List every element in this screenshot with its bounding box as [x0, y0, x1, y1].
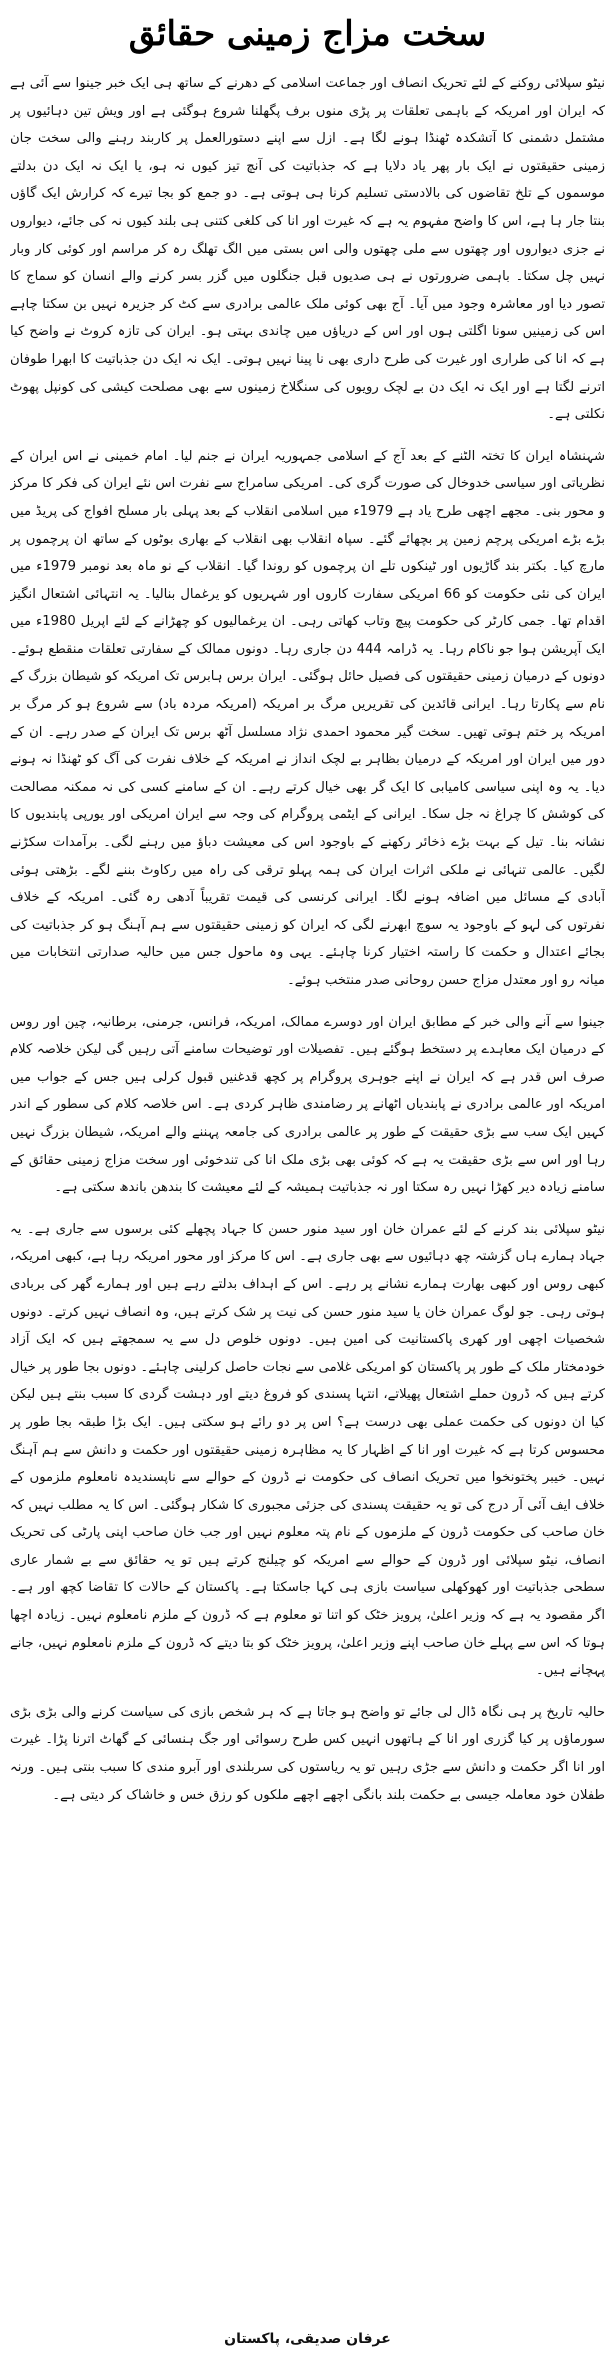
paragraph-1: نیٹو سپلائی روکنے کے لئے تحریک انصاف اور جماعت اسلامی کے دھرنے کے ساتھ ہی ایک خبر جینوا سے آئی ہے کہ ایران اور امریکہ کے باہمی تعلقات پر پڑی منوں برف پگھلنا شروع ہوگئی ہے اور ویش تین دہائیوں پر مشتمل دشمنی کا آتشکدہ ٹھنڈا ہونے لگا ہے۔ ازل سے اپنے دستورالعمل پر کاربند رہنے والی سخت جان زمینی حقیقتوں نے ایک بار پھر یاد دلایا ہے کہ جذباتیت کی آنچ تیز کیوں نہ ہو، یا ایک نہ ایک دن بدلتے موسموں کے تلخ تقاضوں کی بالادستی تسلیم کرنا ہی ہوتی ہے۔ دو جمع کو بجا تیرے کہ کرارش ایک گاؤں بنتا جار ہا ہے، اس کا واضح مفہوم یہ ہے کہ غیرت اور انا کی کلغی کتنی ہی بلند کیوں نہ کی جائے، دیواروں نے جزی دیواروں اور چھتوں سے ملی چھتوں والی اس بستی میں الگ تھلگ رہ کر مراسم اور کوئی کار وبار نہیں چل سکتا۔ باہمی ضرورتوں نے ہی صدیوں قبل جنگلوں میں گزر بسر کرنے والے انسان کو سماج کا تصور دیا اور معاشرہ وجود میں آیا۔ آج بھی کوئی ملک عالمی برادری سے کٹ کر جزیرہ نہیں بن سکتا چاہے اس کی زمینیں سونا اگلتی ہوں اور اس کے دریاؤں میں چاندی بہتی ہو۔ ایران کی تازہ کروٹ نے واضح کیا ہے کہ انا کی طراری اور غیرت کی طرح داری بھی نا پینا نہیں ہوتی۔ ایک نہ ایک دن جذباتیت کا ابھرا طوفان اترنے لگتا ہے اور ایک نہ ایک دن بے لچک رویوں کی سنگلاخ زمینوں سے بھی مصلحت کیشی کی کونپل پھوٹ نکلتی ہے۔	[10, 76, 605, 423]
paragraph-3: جینوا سے آنے والی خبر کے مطابق ایران اور دوسرے ممالک، امریکہ، فرانس، جرمنی، برطانیہ، چین اور روس کے درمیان ایک معاہدے پر دستخط ہوگئے ہیں۔ تفصیلات اور توضیحات سامنے آتی رہیں گی لیکن خلاصہ کلام صرف اس قدر ہے کہ ایران نے اپنے جوہری پروگرام پر کچھ قدغنیں قبول کرلی ہیں جس کے جواب میں امریکہ اور عالمی برادری نے پابندیاں اٹھانے پر رضامندی ظاہر کردی ہے۔ اس خلاصہ کلام کی سطور کے اندر کہیں ایک سب سے بڑی حقیقت کے طور پر عالمی برادری کی جامعہ پہننے والے امریکہ، شیطان بزرگ نہیں رہا اور اس سے بڑی حقیقت یہ ہے کہ کوئی بھی بڑی ملک انا کی تندخوئی اور سخت مزاج زمینی حقائق کے سامنے زیادہ دیر کھڑا نہیں رہ سکتا اور نہ جذباتیت ہمیشہ کے لئے معیشت کا بندھن باندھ سکتی ہے۔	[10, 1014, 605, 1196]
author-signature: عرفان صدیقی، پاکستان	[224, 2331, 391, 2347]
column-title: سخت مزاج زمینی حقائق	[128, 14, 487, 54]
paragraph-5: حالیہ تاریخ پر ہی نگاہ ڈال لی جائے تو واضح ہو جاتا ہے کہ ہر شخص بازی کی سیاست کرنے والی بڑی بڑی سورماؤں پر کیا گزری اور انا کے ہاتھوں انہیں کس طرح رسوائی اور جگ ہنسائی کے گھاٹ اترنا پڑا۔ غیرت اور انا اگر حکمت و دانش سے جڑی رہیں تو یہ ریاستوں کی سربلندی اور آبرو مندی کا سبب بنتی ہیں۔ ورنہ طفلان خود معاملہ جیسی بے حکمت بلند بانگی اچھے اچھے ملکوں کو رزق خس و خاشاک کر دیتی ہے۔	[10, 1704, 605, 1803]
paragraph-4: نیٹو سپلائی بند کرنے کے لئے عمران خان اور سید منور حسن کا جہاد پچھلے کئی برسوں سے جاری ہے۔ یہ جہاد ہمارے ہاں گزشتہ چھ دہائیوں سے بھی جاری ہے۔ اس کا مرکز اور محور امریکہ رہا ہے، کبھی امریکہ، کبھی روس اور کبھی بھارت ہمارے نشانے پر رہے۔ اس کے اہداف بدلتے رہے ہیں اور ہمارے گھر کی بربادی ہوتی رہی۔ جو لوگ عمران خان یا سید منور حسن کی نیت پر شک کرتے ہیں، وہ انصاف نہیں کرتے۔ دونوں شخصیات اچھی اور کھری پاکستانیت کی امین ہیں۔ دونوں خلوص دل سے یہ سمجھتے ہیں کہ ایک آزاد خودمختار ملک کے طور پر پاکستان کو امریکی غلامی سے نجات حاصل کرلینی چاہئے۔ دونوں بجا طور پر خیال کرتے ہیں کہ ڈرون حملے اشتعال پھیلاتے، انتہا پسندی کو فروغ دیتے اور دہشت گردی کا سبب بنتے ہیں لیکن کیا ان دونوں کی حکمت عملی بھی درست ہے؟ اس پر دو رائے ہو سکتی ہیں۔ ایک بڑا طبقہ بجا طور پر محسوس کرتا ہے کہ غیرت اور انا کے اظہار کا یہ مظاہرہ زمینی حقیقتوں اور حکمت و دانش سے ہم آہنگ نہیں۔ خیبر پختونخوا میں تحریک انصاف کی حکومت نے ڈرون کے حوالے سے ناپسندیدہ نامعلوم ملزموں کے خلاف ایف آئی آر درج کی تو یہ حقیقت پسندی کی جزئی مجبوری کا شکار ہوگئی۔ اس کا یہ مطلب نہیں کہ خان صاحب کی حکومت ڈرون کے ملزموں کے نام پتہ معلوم نہیں اور جب خان صاحب اپنی پارٹی کی تحریک انصاف، نیٹو سپلائی اور ڈرون کے حوالے سے امریکہ کو چیلنج کرتے ہیں تو یہ حقائق سے بے شمار عاری سطحی جذباتیت اور کھوکھلی سیاست بازی ہی کہا جاسکتا ہے۔ پاکستان کے حالات کا تقاضا کچھ اور ہے۔ اگر مقصود یہ ہے کہ وزیر اعلیٰ، پرویز خٹک کو اتنا تو معلوم ہے کہ ڈرون کے ملزم نامعلوم نہیں۔ زیادہ اچھا ہوتا کہ اس سے پہلے خان صاحب اپنے وزیر اعلیٰ، پرویز خٹک کو بتا دیتے کہ ڈرون کے ملزم نامعلوم نہیں، جانے پہچانے ہیں۔	[10, 1221, 605, 1679]
column-body	[10, 70, 605, 2320]
paragraph-2: شہنشاہ ایران کا تختہ الٹنے کے بعد آج کے اسلامی جمہوریہ ایران نے جنم لیا۔ امام خمینی نے اس ایران کے نظریاتی اور سیاسی خدوخال کی صورت گری کی۔ امریکی سامراج سے نفرت اس نئے ایران کی فکر کا مرکز و محور بنی۔ مجھے اچھی طرح یاد ہے 1979ء میں اسلامی انقلاب کے بعد پہلی بار مسلح افواج کی پریڈ میں بڑے بڑے امریکی پرچم زمین پر بچھائے گئے۔ سپاہ انقلاب بھی انقلاب کے بھاری بوٹوں کے ساتھ ان پرچموں پر مارچ کیا۔ بکتر بند گاڑیوں اور ٹینکوں تلے ان پرچموں کو روندا گیا۔ انقلاب کے نو ماہ بعد نومبر 1979ء میں ایران کی نئی حکومت کو 66 امریکی سفارت کاروں اور شہریوں کو یرغمال بنالیا۔ یہ انتہائی اشتعال انگیز اقدام تھا۔ جمی کارٹر کی حکومت پیچ وتاب کھاتی رہی۔ ان یرغمالیوں کو چھڑانے کے لئے اپریل 1980ء میں ایک آپریشن ہوا جو ناکام رہا۔ یہ ڈرامہ 444 دن جاری رہا۔ دونوں ممالک کے سفارتی تعلقات منقطع ہوئے۔ دونوں کے درمیان زمینی حقیقتوں کی فصیل حائل ہوگئی۔ ایران برس ہابرس تک امریکہ کو شیطان بزرگ کے نام سے پکارتا رہا۔ ایرانی قائدین کی تقریریں مرگ بر امریکہ (امریکہ مردہ باد) سے شروع ہو کر مرگ بر امریکہ پر ختم ہوتی تھیں۔ سخت گیر محمود احمدی نژاد مسلسل آٹھ برس تک ایران کے صدر رہے۔ ان کے دور میں ایران اور امریکہ کے درمیان بظاہر بے لچک انداز نے امریکہ کے خلاف نفرت کی آگ کو ٹھنڈا نہ ہونے دیا۔ یہ وہ اپنی سیاسی کامیابی کا ایک گر بھی خیال کرتے رہے۔ ان کے سامنے کسی کی نہ ممکنہ مصالحت کی کوشش کا چراغ نہ جل سکا۔ ایرانی کے ایٹمی پروگرام کی وجہ سے ایران امریکی اور یورپی پابندیوں کا نشانہ بنا۔ تیل کے بہت بڑے ذخائر رکھنے کے باوجود اس کی معیشت دباؤ میں رہنے لگی۔ برآمدات سکڑنے لگیں۔ عالمی تنہائی نے ملکی اثرات ایران کی ہمہ پہلو ترقی کی راہ میں رکاوٹ بننے لگے۔ بڑھتی ہوئی آبادی کے مسائل میں اضافہ ہونے لگا۔ ایرانی کرنسی کی قیمت تقریباً آدھی رہ گئی۔ امریکہ کے خلاف نفرتوں کی لہو کے باوجود یہ سوچ ابھرنے لگی کہ ایران کو زمینی حقیقتوں سے ہم آہنگ ہو کر جذباتیت کی بجائے اعتدال و حکمت کا راستہ اختیار کرنا چاہئے۔ یہی وہ ماحول جس میں حالیہ صدارتی انتخابات میں میانہ رو اور معتدل مزاج حسن روحانی صدر منتخب ہوئے۔	[10, 448, 605, 988]
